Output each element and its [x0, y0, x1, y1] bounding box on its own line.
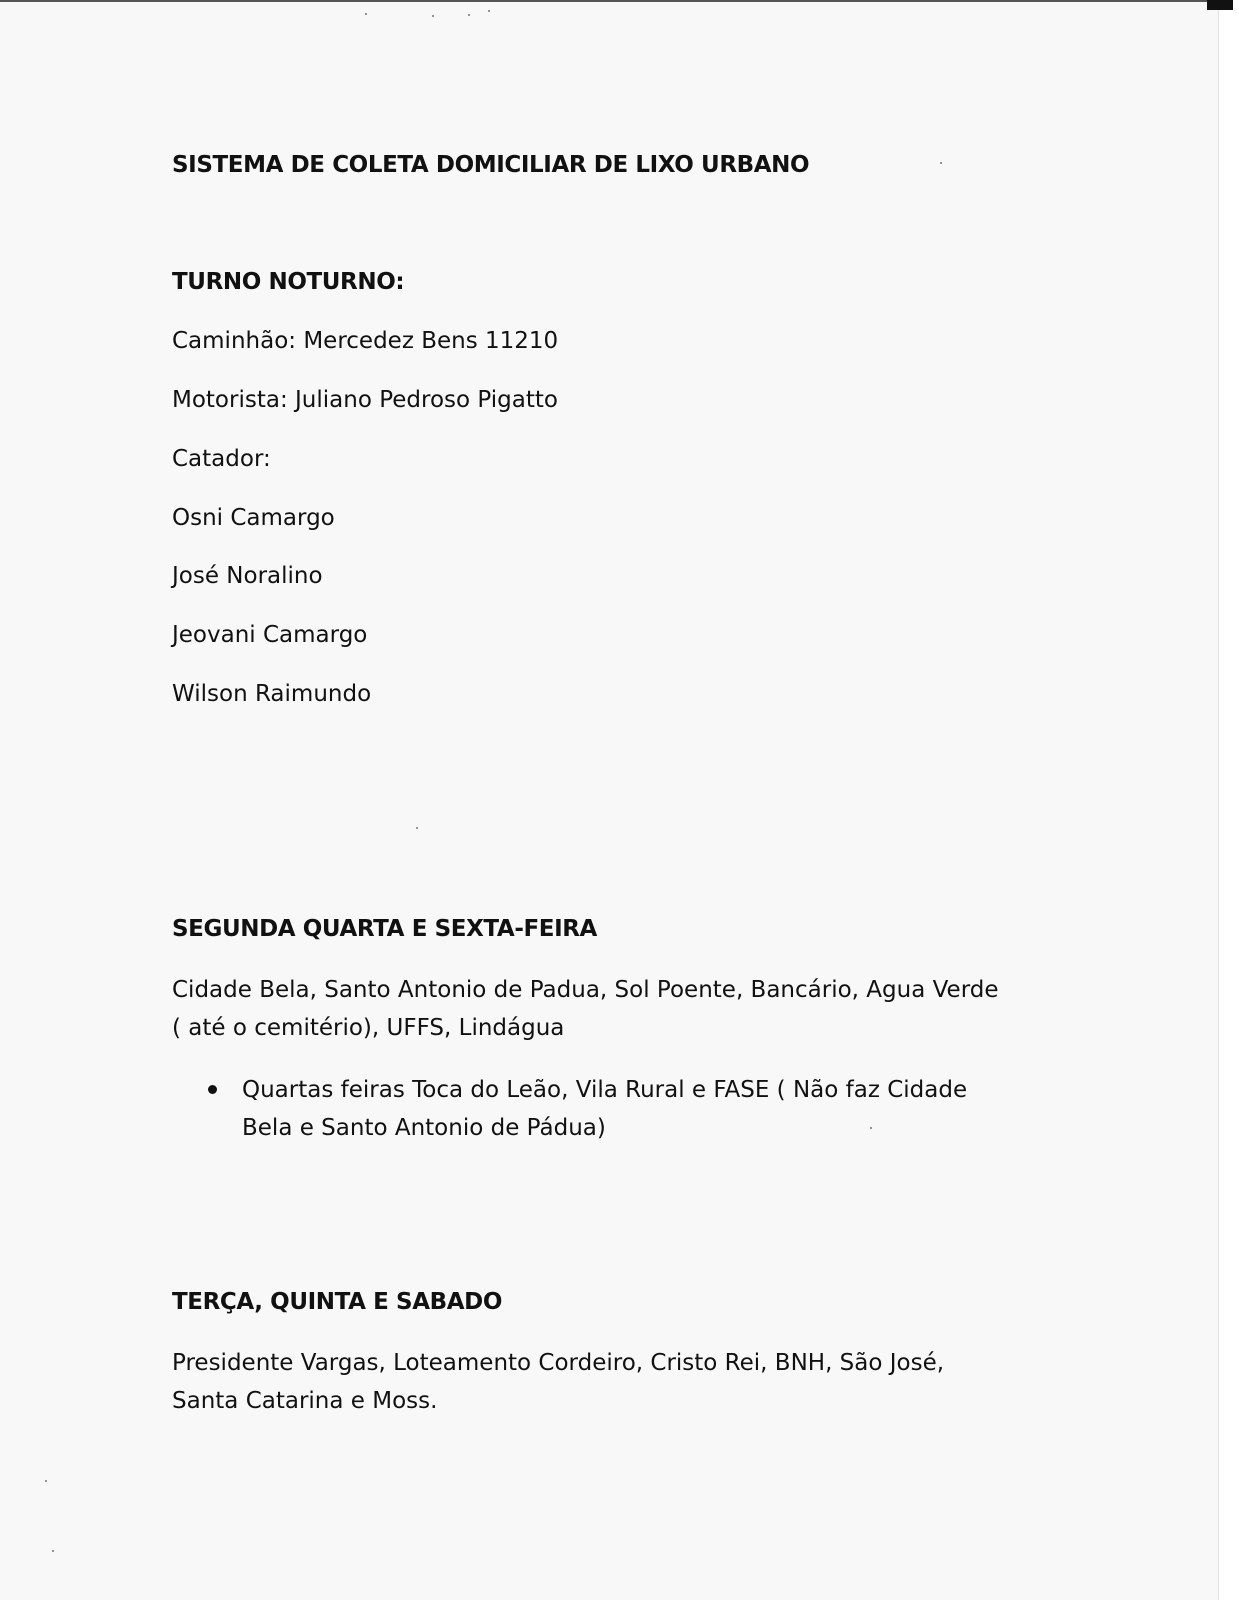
driver-line: Motorista: Juliano Pedroso Pigatto: [172, 387, 558, 413]
collector-label: Catador:: [172, 446, 271, 472]
bullet-icon: [208, 1085, 217, 1094]
scan-speck: [488, 10, 490, 12]
schedule-areas-tue-thu-sat: Presidente Vargas, Loteamento Cordeiro, Cristo Rei, BNH, São José, Santa Catarina e Moss.: [172, 1350, 945, 1414]
wednesday-note: Quartas feiras Toca do Leão, Vila Rural e FASE ( Não faz Cidade Bela e Santo Antonio de Pádua): [242, 1077, 968, 1141]
collector-name: José Noralino: [172, 563, 323, 589]
collector-name: Osni Camargo: [172, 505, 335, 531]
scan-right-margin: [1218, 0, 1239, 1600]
collector-name: Jeovani Camargo: [172, 622, 368, 648]
list-item: [200, 1071, 1020, 1147]
scan-speck: [52, 1550, 54, 1552]
scan-speck: [416, 827, 418, 829]
schedule-heading-mon-wed-fri: SEGUNDA QUARTA E SEXTA-FEIRA: [172, 916, 597, 942]
truck-line: Caminhão: Mercedez Bens 11210: [172, 328, 559, 354]
scan-speck: [45, 1480, 47, 1482]
shift-heading: TURNO NOTURNO:: [172, 269, 405, 295]
collector-name: Wilson Raimundo: [172, 681, 372, 707]
schedule-notes-list: [200, 1071, 1020, 1147]
scan-speck: [940, 162, 942, 164]
schedule-areas-mon-wed-fri: Cidade Bela, Santo Antonio de Padua, Sol Poente, Bancário, Agua Verde ( até o cemitério), UFFS, Lindágua: [172, 977, 999, 1041]
schedule-heading-tue-thu-sat: TERÇA, QUINTA E SABADO: [172, 1289, 502, 1315]
scan-speck: [432, 15, 434, 17]
scan-top-edge-line: [0, 0, 1210, 2]
document-title: SISTEMA DE COLETA DOMICILIAR DE LIXO URBANO: [172, 152, 810, 178]
scan-speck: [365, 13, 367, 15]
scan-corner-mark: [1207, 0, 1233, 10]
scan-speck: [468, 14, 470, 16]
